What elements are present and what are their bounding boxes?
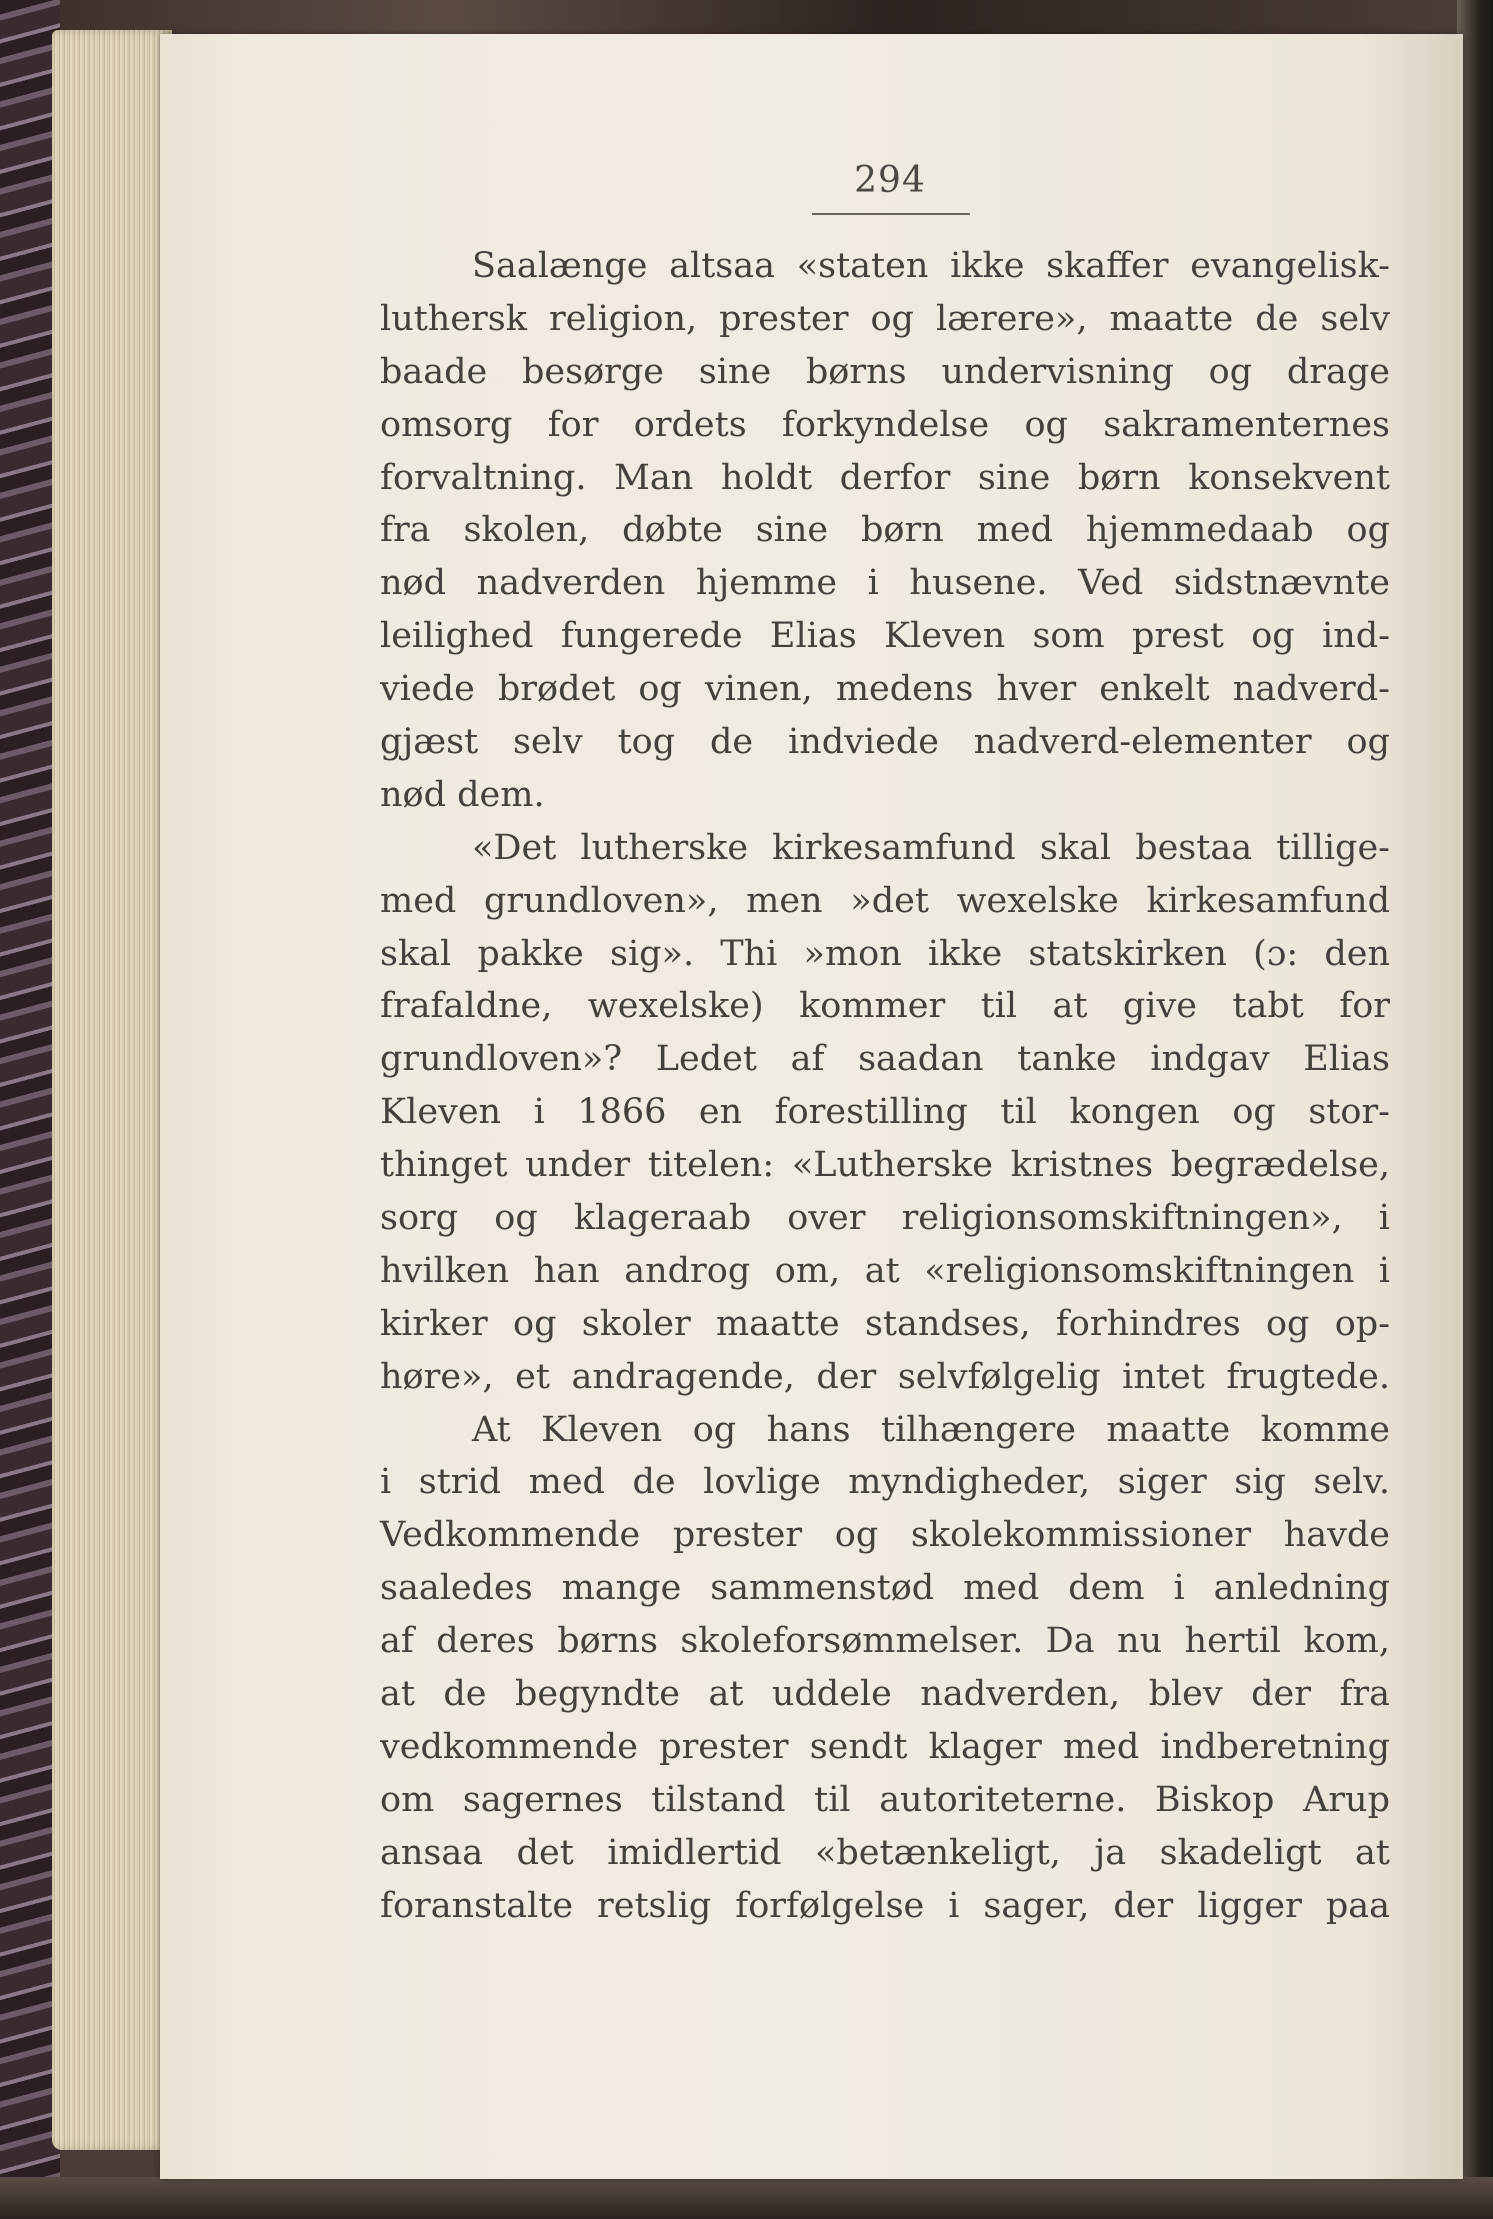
text-line: baade besørge sine børns undervisning og drage	[380, 351, 1390, 392]
text-line: omsorg for ordets forkyndelse og sakramenternes	[380, 404, 1390, 445]
book-bottom-edge	[0, 2177, 1493, 2219]
text-line: thinget under titelen: «Lutherske kristnes begrædelse,	[380, 1145, 1390, 1186]
text-line: fra skolen, døbte sine børn med hjemmedaab og	[380, 510, 1390, 551]
text-line: sorg og klageraab over religionsomskiftningen», i	[380, 1198, 1390, 1239]
text-line: hvilken han androg om, at «religionsomskiftningen i	[380, 1250, 1390, 1291]
text-line: af deres børns skoleforsømmelser. Da nu hertil kom,	[380, 1621, 1390, 1662]
text-line: ansaa det imidlertid «betænkeligt, ja skadeligt at	[380, 1832, 1390, 1873]
text-line: saaledes mange sammenstød med dem i anledning	[380, 1568, 1390, 1609]
text-line: forvaltning. Man holdt derfor sine børn konsekvent	[380, 457, 1390, 498]
text-line: nød nadverden hjemme i husene. Ved sidstnævnte	[380, 563, 1390, 604]
text-line: Kleven i 1866 en forestilling til kongen og stor-	[380, 1092, 1390, 1133]
text-line: Vedkommende prester og skolekommissioner havde	[380, 1515, 1390, 1556]
text-line: At Kleven og hans tilhængere maatte komme	[472, 1409, 1390, 1450]
text-line: grundloven»? Ledet af saadan tanke indgav Elias	[380, 1039, 1390, 1080]
page-number: 294	[854, 160, 926, 201]
text-line: gjæst selv tog de indviede nadverd-elementer og	[380, 722, 1390, 763]
text-line: om sagernes tilstand til autoriteterne. Biskop Arup	[380, 1779, 1390, 1820]
text-line: Saalænge altsaa «staten ikke skaffer evangelisk-	[472, 246, 1390, 286]
text-line: kirker og skoler maatte standses, forhindres og op-	[380, 1303, 1390, 1344]
text-line: i strid med de lovlige myndigheder, siger sig selv.	[380, 1462, 1390, 1503]
text-line: nød dem.	[380, 774, 545, 815]
text-line: luthersk religion, prester og lærere», maatte de selv	[380, 298, 1390, 339]
text-line: høre», et andragende, der selvfølgelig intet frugtede.	[380, 1356, 1390, 1397]
text-line: viede brødet og vinen, medens hver enkelt nadverd-	[380, 669, 1390, 710]
text-line: at de begyndte at uddele nadverden, blev der fra	[380, 1674, 1390, 1715]
text-line: med grundloven», men »det wexelske kirkesamfund	[380, 880, 1390, 921]
text-line: skal pakke sig». Thi »mon ikke statskirken (ɔ: den	[380, 933, 1390, 974]
text-line: foranstalte retslig forfølgelse i sager, der ligger paa	[380, 1885, 1390, 1926]
text-line: «Det lutherske kirkesamfund skal bestaa tillige-	[472, 827, 1390, 868]
text-line: leilighed fungerede Elias Kleven som prest og ind-	[380, 616, 1390, 657]
text-line: vedkommende prester sendt klager med indberetning	[380, 1726, 1390, 1767]
text-line: frafaldne, wexelske) kommer til at give tabt for	[380, 986, 1390, 1027]
marbled-cover-edge	[0, 0, 60, 2219]
body-text	[380, 240, 1390, 1933]
page-stack-edge	[52, 30, 172, 2150]
page-number-rule	[812, 213, 970, 215]
